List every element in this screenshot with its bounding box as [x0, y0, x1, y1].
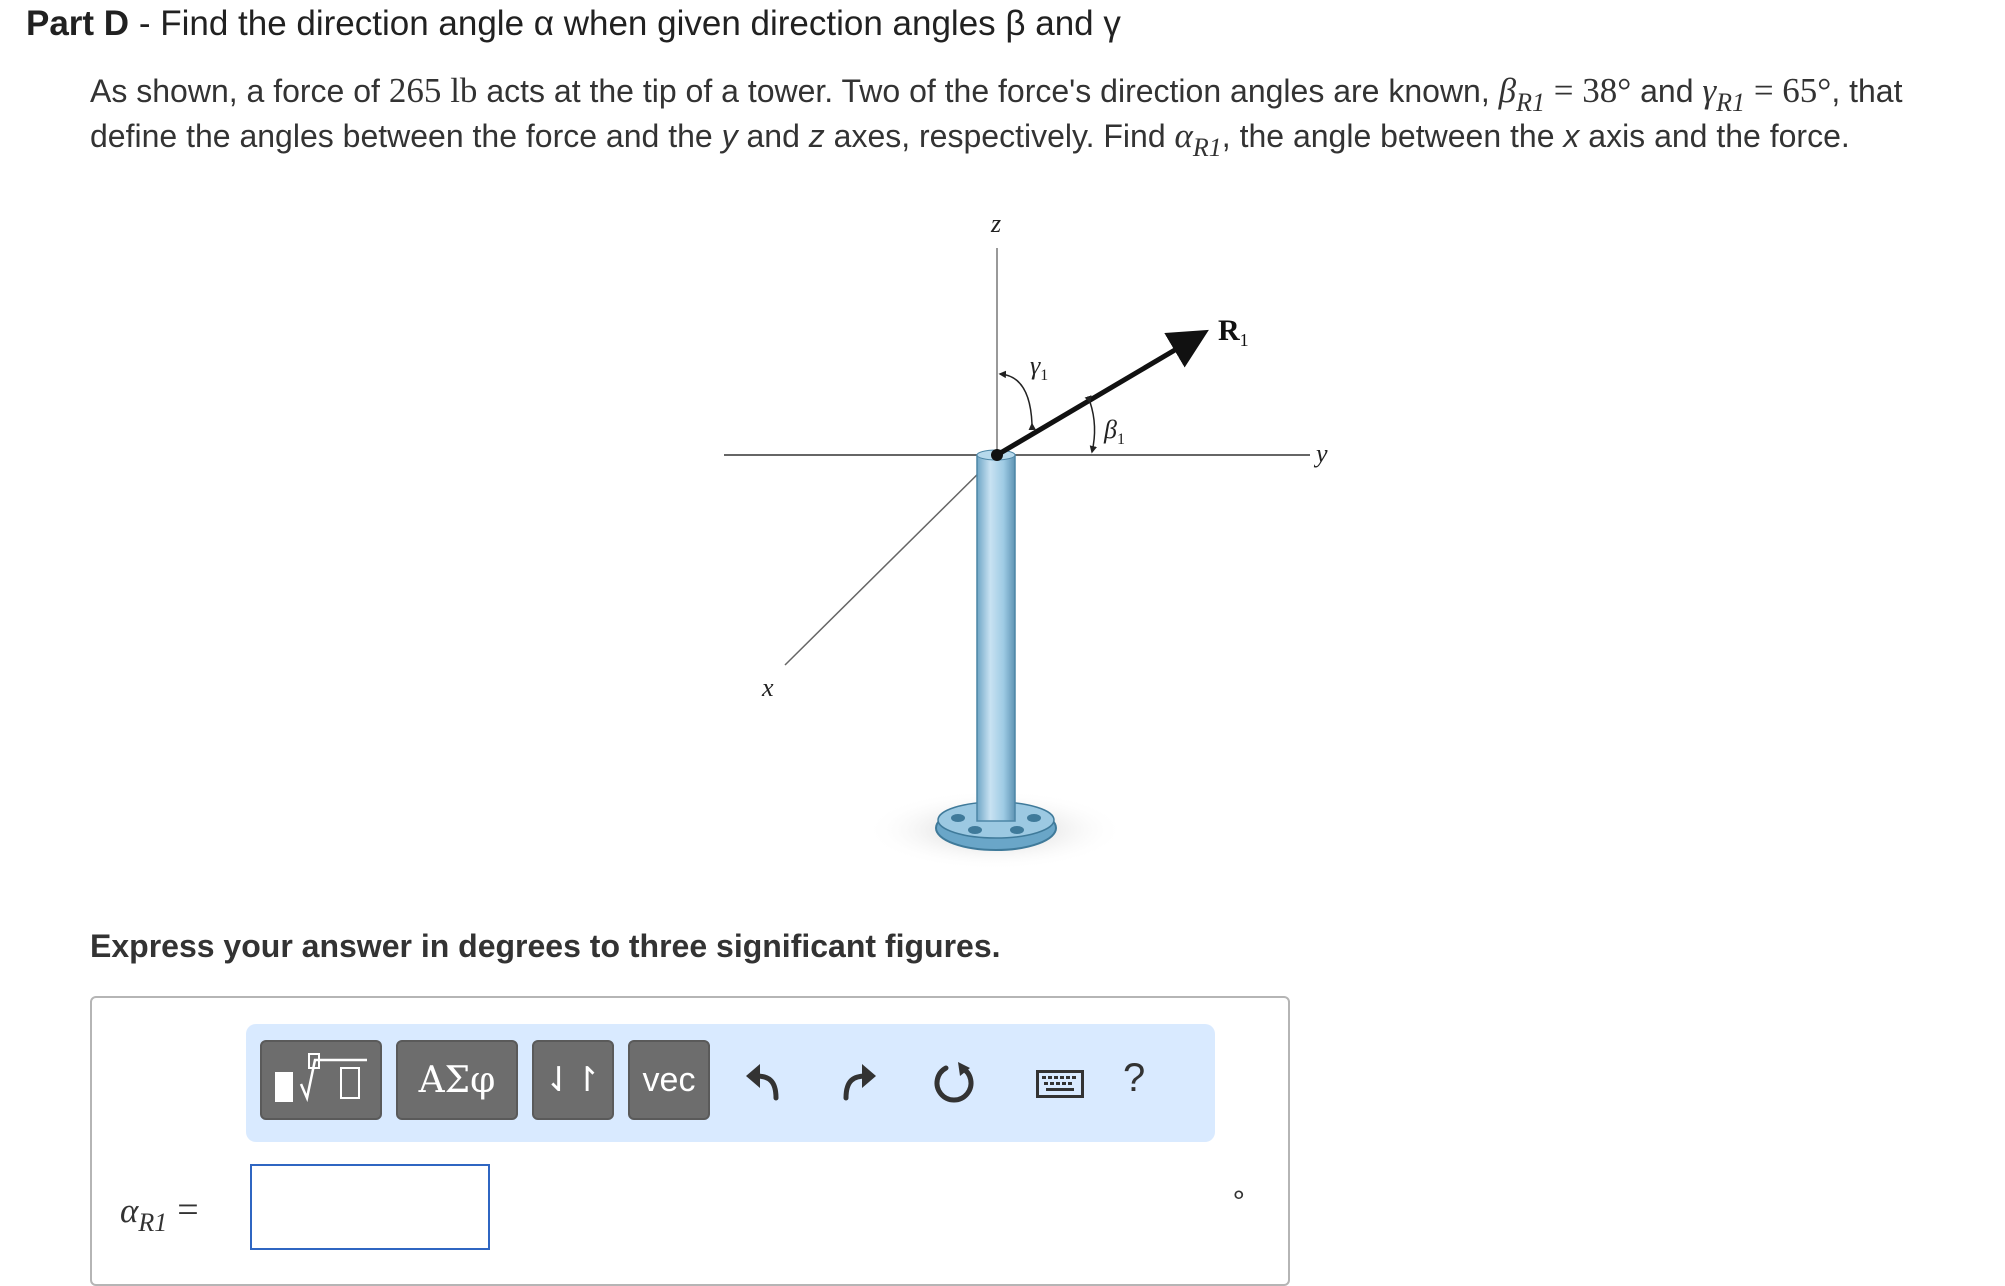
templates-button[interactable]	[260, 1040, 382, 1120]
answer-panel	[90, 996, 1290, 1286]
answer-variable-label	[120, 1188, 199, 1237]
x-axis-name: x	[1563, 118, 1580, 154]
degree-unit: ∘	[1230, 1180, 1248, 1211]
r1-label: $R_1$	[1218, 314, 1249, 350]
problem-text: and	[1631, 73, 1703, 109]
problem-text: As shown, a force of	[90, 73, 389, 109]
bolt	[1027, 814, 1041, 822]
undo-icon[interactable]	[742, 1060, 786, 1104]
z-axis-name: z	[808, 118, 825, 154]
equals-sign: =	[177, 1189, 199, 1231]
part-title	[26, 4, 1121, 44]
tower-force-figure	[690, 200, 1390, 900]
x-axis-line	[785, 455, 997, 665]
gamma-symbol: γ	[1702, 71, 1717, 110]
problem-text: axis and the force.	[1579, 118, 1850, 154]
y-axis-label: y	[1316, 439, 1328, 468]
alpha-symbol: α	[120, 1191, 139, 1230]
part-heading: Find the direction angle α when given direction angles β and γ	[160, 4, 1121, 43]
reset-icon[interactable]	[932, 1060, 978, 1106]
force-arrow-r1	[997, 334, 1202, 455]
force-value: 265	[388, 71, 442, 110]
redo-icon[interactable]	[836, 1060, 880, 1104]
vector-button[interactable]: vec	[628, 1040, 710, 1120]
beta-subscript: R1	[1516, 88, 1545, 117]
part-separator: -	[129, 4, 161, 43]
beta-symbol: β	[1498, 71, 1517, 110]
math-toolbar	[246, 1024, 1215, 1142]
problem-text: , that define the angles between the force and the	[90, 73, 1903, 154]
tower-tip-point	[991, 449, 1003, 461]
alpha-symbol: α	[1174, 116, 1193, 155]
problem-text: , the angle between the	[1221, 118, 1564, 154]
keyboard-icon[interactable]	[1036, 1070, 1084, 1098]
gamma1-label: $\gamma_1$	[1030, 351, 1049, 384]
gamma-subscript: R1	[1716, 88, 1746, 117]
x-axis-label: x	[762, 673, 774, 702]
bolt	[951, 814, 965, 822]
z-axis-label: z	[991, 209, 1002, 238]
gamma-value: = 65°	[1745, 71, 1832, 110]
problem-statement	[90, 70, 1990, 160]
y-axis-name: y	[721, 118, 738, 154]
problem-text: axes, respectively. Find	[824, 118, 1175, 154]
greek-symbols-button[interactable]: ΑΣφ	[396, 1040, 518, 1120]
answer-input[interactable]	[250, 1164, 490, 1250]
problem-text: and	[737, 118, 809, 154]
problem-text: acts at the tip of a tower. Two of the force's direction angles are known,	[477, 73, 1499, 109]
alpha-subscript: R1	[138, 1208, 168, 1237]
subscript-superscript-button[interactable]: ⇃↾	[532, 1040, 614, 1120]
beta-angle-arc	[1090, 402, 1095, 452]
gamma-angle-arc	[1000, 374, 1032, 424]
beta1-label: $\beta_1$	[1104, 415, 1125, 448]
part-label: Part D	[26, 4, 130, 43]
force-unit: lb	[450, 71, 478, 110]
templates-icon	[271, 1050, 371, 1110]
bolt	[1010, 826, 1024, 834]
bolt	[968, 826, 982, 834]
beta-value: = 38°	[1544, 71, 1632, 110]
alpha-subscript: R1	[1192, 133, 1222, 162]
answer-instruction: Express your answer in degrees to three significant figures.	[90, 928, 1001, 964]
help-button[interactable]: ?	[1123, 1056, 1146, 1100]
tower-pole	[977, 455, 1015, 821]
